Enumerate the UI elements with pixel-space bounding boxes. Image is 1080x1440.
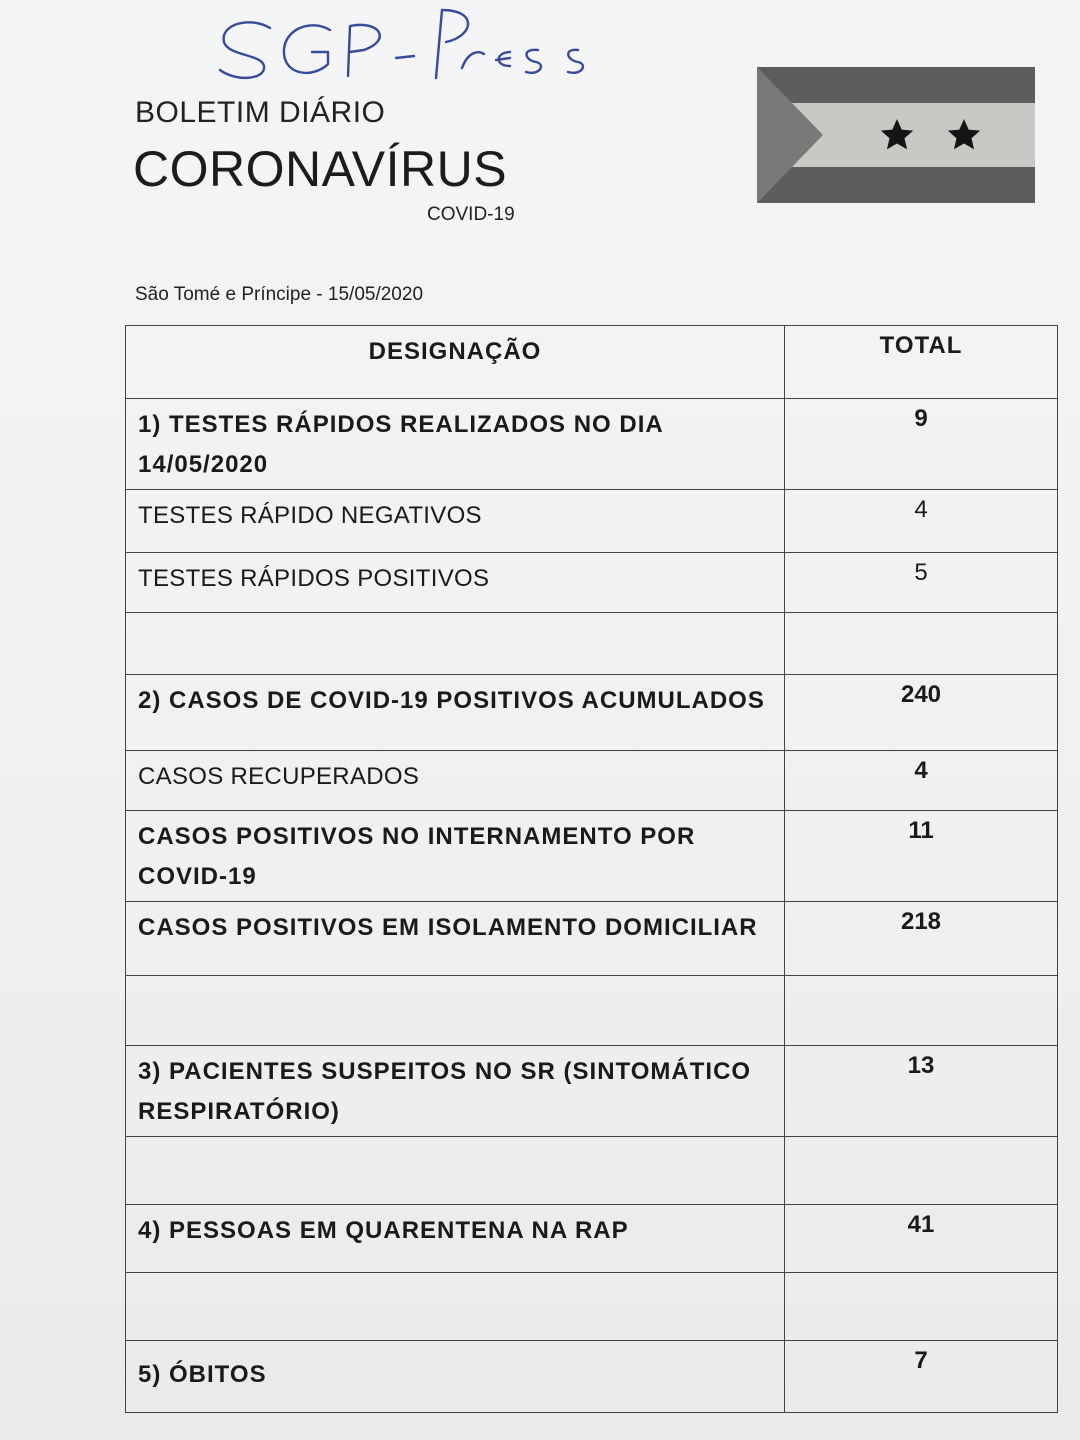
designation-cell bbox=[126, 1273, 785, 1341]
page-subtitle: COVID-19 bbox=[427, 204, 515, 225]
table-row bbox=[126, 1341, 1058, 1413]
column-header-total: TOTAL bbox=[785, 326, 1058, 399]
row-value: 9 bbox=[914, 405, 928, 432]
row-value: 4 bbox=[914, 496, 928, 523]
table-row-empty bbox=[126, 613, 1058, 675]
table-row bbox=[126, 490, 1058, 553]
designation-cell bbox=[126, 553, 785, 613]
designation-cell bbox=[126, 1341, 785, 1413]
table-header-row bbox=[126, 326, 1058, 399]
total-cell bbox=[785, 751, 1058, 811]
designation-cell bbox=[126, 613, 785, 675]
table-row bbox=[126, 902, 1058, 976]
designation-cell bbox=[126, 1046, 785, 1137]
total-cell bbox=[785, 811, 1058, 902]
row-label: 5) ÓBITOS bbox=[138, 1361, 267, 1388]
row-value bbox=[785, 976, 1057, 982]
row-label: TESTES RÁPIDO NEGATIVOS bbox=[138, 502, 482, 529]
table-row-empty bbox=[126, 1137, 1058, 1205]
row-value: 240 bbox=[900, 681, 942, 708]
table-row bbox=[126, 751, 1058, 811]
designation-cell bbox=[126, 751, 785, 811]
row-label: 2) CASOS DE COVID-19 POSITIVOS ACUMULADOS bbox=[138, 687, 765, 714]
designation-cell bbox=[126, 1137, 785, 1205]
sao-tome-flag-icon bbox=[757, 67, 1035, 203]
designation-cell bbox=[126, 1205, 785, 1273]
row-value bbox=[785, 613, 1057, 619]
table-row-empty bbox=[126, 1273, 1058, 1341]
row-value: 41 bbox=[907, 1211, 935, 1238]
column-header-designation: DESIGNAÇÃO bbox=[126, 326, 785, 399]
row-value bbox=[785, 1273, 1057, 1279]
row-label: CASOS POSITIVOS NO INTERNAMENTO POR COVID-19 bbox=[138, 823, 696, 890]
row-label: CASOS RECUPERADOS bbox=[138, 763, 420, 790]
page-title: CORONAVÍRUS bbox=[133, 141, 508, 197]
row-label: TESTES RÁPIDOS POSITIVOS bbox=[138, 565, 490, 592]
total-cell bbox=[785, 976, 1058, 1046]
designation-cell bbox=[126, 976, 785, 1046]
table-row bbox=[126, 675, 1058, 751]
table-row bbox=[126, 1046, 1058, 1137]
total-cell bbox=[785, 1137, 1058, 1205]
row-value: 218 bbox=[900, 908, 942, 935]
row-label: 3) PACIENTES SUSPEITOS NO SR (SINTOMÁTICO RESPIRATÓRIO) bbox=[138, 1058, 752, 1125]
row-value: 11 bbox=[908, 817, 934, 844]
row-label: 4) PESSOAS EM QUARENTENA NA RAP bbox=[138, 1217, 629, 1244]
table-row bbox=[126, 1205, 1058, 1273]
table-row bbox=[126, 553, 1058, 613]
handwritten-note bbox=[210, 6, 600, 86]
row-value: 13 bbox=[907, 1052, 935, 1079]
total-cell bbox=[785, 490, 1058, 553]
row-label bbox=[126, 1273, 784, 1283]
designation-cell bbox=[126, 902, 785, 976]
row-value bbox=[785, 1137, 1057, 1143]
total-cell bbox=[785, 1046, 1058, 1137]
table-row bbox=[126, 811, 1058, 902]
row-value: 7 bbox=[914, 1347, 928, 1374]
designation-cell bbox=[126, 675, 785, 751]
bulletin-label: BOLETIM DIÁRIO bbox=[135, 96, 386, 129]
total-cell bbox=[785, 902, 1058, 976]
row-value: 4 bbox=[914, 757, 928, 784]
location-date: São Tomé e Príncipe - 15/05/2020 bbox=[135, 284, 424, 305]
designation-cell bbox=[126, 399, 785, 490]
designation-cell bbox=[126, 811, 785, 902]
table-row-empty bbox=[126, 976, 1058, 1046]
total-cell bbox=[785, 553, 1058, 613]
row-label: 1) TESTES RÁPIDOS REALIZADOS NO DIA 14/05/2020 bbox=[138, 411, 663, 478]
row-label: CASOS POSITIVOS EM ISOLAMENTO DOMICILIAR bbox=[138, 914, 758, 941]
bulletin-table bbox=[125, 325, 1058, 1413]
total-cell bbox=[785, 1341, 1058, 1413]
row-label bbox=[126, 613, 784, 623]
row-label bbox=[126, 976, 784, 986]
total-cell bbox=[785, 1273, 1058, 1341]
total-cell bbox=[785, 613, 1058, 675]
designation-cell bbox=[126, 490, 785, 553]
row-label bbox=[126, 1137, 784, 1147]
total-cell bbox=[785, 399, 1058, 490]
row-value: 5 bbox=[914, 559, 928, 586]
table-row bbox=[126, 399, 1058, 490]
total-cell bbox=[785, 675, 1058, 751]
total-cell bbox=[785, 1205, 1058, 1273]
